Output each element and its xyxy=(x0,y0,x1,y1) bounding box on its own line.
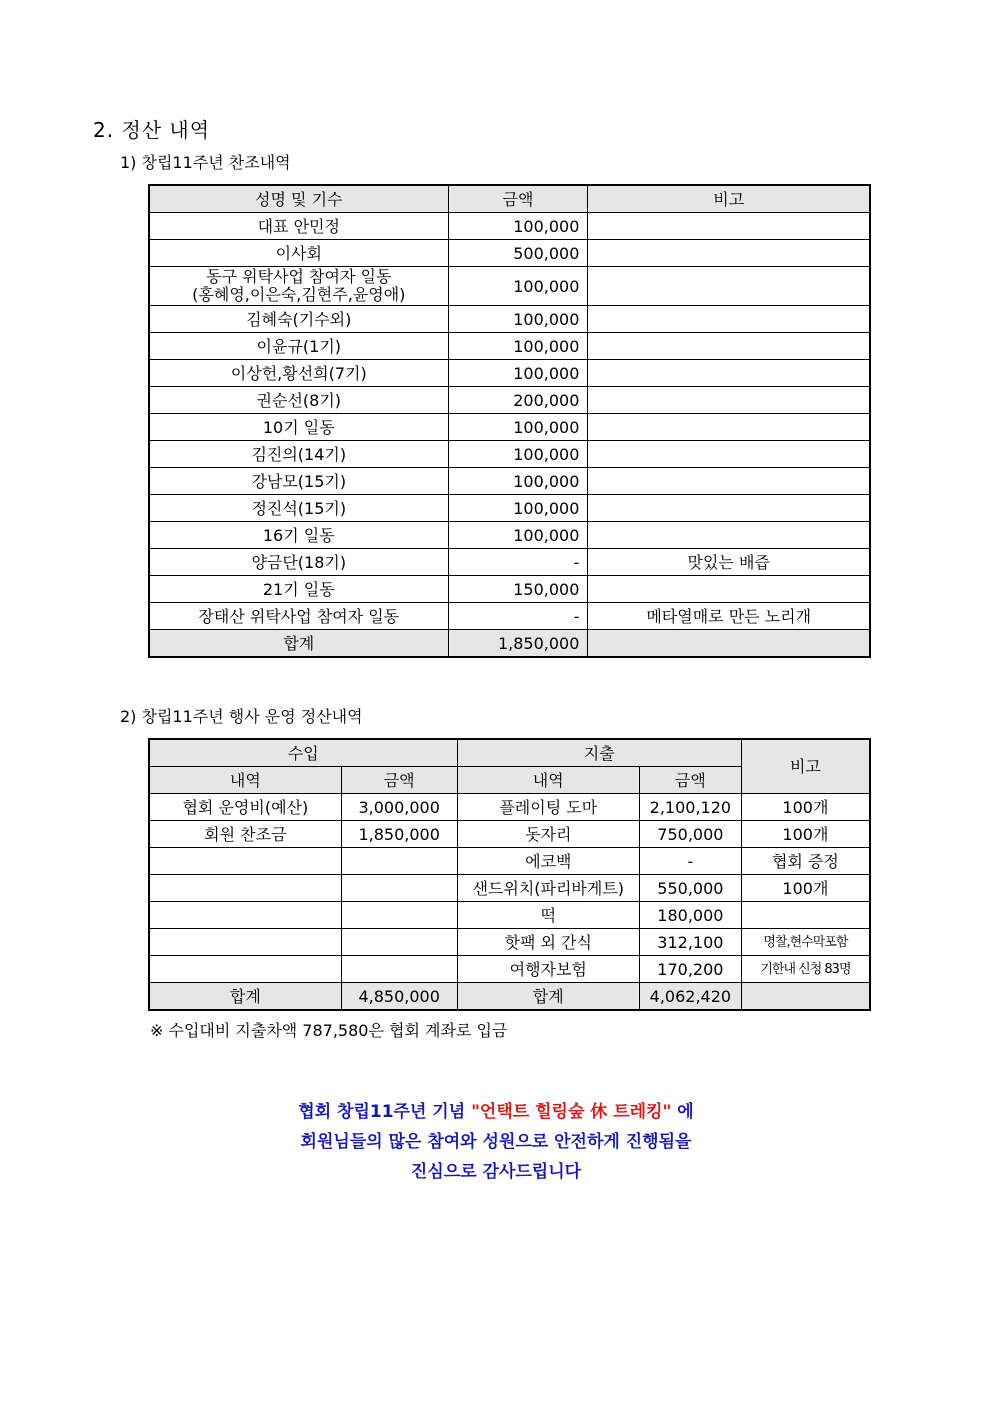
income-item: 회원 찬조금 xyxy=(149,821,341,848)
table-row xyxy=(149,875,870,902)
expense-item: 여행자보험 xyxy=(457,956,639,983)
note-cell xyxy=(588,468,870,495)
donor-name: 16기 일동 xyxy=(149,522,448,549)
note-cell xyxy=(588,414,870,441)
donor-name-cell xyxy=(149,267,448,306)
expense-item: 플레이팅 도마 xyxy=(457,794,639,821)
table-row xyxy=(149,495,870,522)
income-amount xyxy=(341,929,457,956)
note-cell: 맛있는 배즙 xyxy=(588,549,870,576)
note-cell: 명찰,현수막포함 xyxy=(741,929,870,956)
note-cell xyxy=(588,213,870,240)
thanks-line-2: 회원님들의 많은 참여와 성원으로 안전하게 진행됨을 xyxy=(300,1132,692,1152)
table-row xyxy=(149,267,870,306)
total-label: 합계 xyxy=(149,983,341,1011)
note-cell xyxy=(588,387,870,414)
note-cell: 협회 증정 xyxy=(741,848,870,875)
donor-name: 권순선(8기) xyxy=(149,387,448,414)
donor-name: 이윤규(1기) xyxy=(149,333,448,360)
amount-cell: 100,000 xyxy=(448,213,588,240)
table-row xyxy=(149,794,870,821)
note-cell xyxy=(588,267,870,306)
table-row xyxy=(149,821,870,848)
expense-item: 돗자리 xyxy=(457,821,639,848)
note-cell xyxy=(588,576,870,603)
column-header: 비고 xyxy=(588,185,870,213)
expense-amount: 750,000 xyxy=(639,821,741,848)
table-row xyxy=(149,522,870,549)
table-row xyxy=(149,306,870,333)
expense-item: 샌드위치(파리바게트) xyxy=(457,875,639,902)
note-cell xyxy=(741,902,870,929)
amount-cell: 100,000 xyxy=(448,267,588,306)
settlement-table xyxy=(148,738,871,1011)
donor-name: 21기 일동 xyxy=(149,576,448,603)
income-item xyxy=(149,848,341,875)
donor-name: 장태산 위탁사업 참여자 일동 xyxy=(149,603,448,630)
amount-cell: 150,000 xyxy=(448,576,588,603)
table-row xyxy=(149,441,870,468)
note-cell: 100개 xyxy=(741,875,870,902)
donor-name: 김혜숙(기수외) xyxy=(149,306,448,333)
column-header: 금액 xyxy=(639,767,741,794)
total-row xyxy=(149,630,870,658)
amount-cell: 100,000 xyxy=(448,360,588,387)
donor-name: 대표 안민정 xyxy=(149,213,448,240)
income-item xyxy=(149,902,341,929)
note-cell: 기한내 신청 83명 xyxy=(741,956,870,983)
event-name: "언택트 힐링숲 休 트레킹" xyxy=(471,1102,672,1122)
income-amount xyxy=(341,956,457,983)
column-header: 금액 xyxy=(448,185,588,213)
note-cell: 100개 xyxy=(741,821,870,848)
table-row xyxy=(149,929,870,956)
note-cell xyxy=(741,983,870,1011)
expense-amount: - xyxy=(639,848,741,875)
income-item: 협회 운영비(예산) xyxy=(149,794,341,821)
amount-cell: - xyxy=(448,549,588,576)
amount-cell: 100,000 xyxy=(448,468,588,495)
note-cell xyxy=(588,360,870,387)
note-cell xyxy=(588,522,870,549)
total-amount: 4,062,420 xyxy=(639,983,741,1011)
subsection-title-settlement: 2) 창립11주년 행사 운영 정산내역 xyxy=(120,707,363,726)
donor-name: 동구 위탁사업 참여자 일동 xyxy=(206,267,392,286)
amount-cell: 100,000 xyxy=(448,333,588,360)
table-row xyxy=(149,414,870,441)
column-header: 성명 및 기수 xyxy=(149,185,448,213)
expense-item: 에코백 xyxy=(457,848,639,875)
expense-amount: 2,100,120 xyxy=(639,794,741,821)
note-cell xyxy=(588,333,870,360)
amount-cell: - xyxy=(448,603,588,630)
amount-cell: 200,000 xyxy=(448,387,588,414)
note-cell xyxy=(588,630,870,658)
table-row xyxy=(149,240,870,267)
expense-group-header: 지출 xyxy=(457,739,741,767)
thanks-line-3: 진심으로 감사드립니다 xyxy=(410,1162,582,1182)
donations-table xyxy=(148,184,871,658)
table-row xyxy=(149,387,870,414)
income-amount xyxy=(341,875,457,902)
note-cell xyxy=(588,240,870,267)
note-cell: 메타열매로 만든 노리개 xyxy=(588,603,870,630)
section-title: 2. 정산 내역 xyxy=(93,118,211,142)
total-label: 합계 xyxy=(149,630,448,658)
table-row xyxy=(149,576,870,603)
amount-cell: 100,000 xyxy=(448,306,588,333)
thanks-text: 에 xyxy=(671,1102,694,1122)
income-group-header: 수입 xyxy=(149,739,457,767)
income-item xyxy=(149,956,341,983)
column-header: 내역 xyxy=(149,767,341,794)
amount-cell: 100,000 xyxy=(448,522,588,549)
note-header: 비고 xyxy=(741,739,870,794)
table-row xyxy=(149,333,870,360)
income-amount xyxy=(341,902,457,929)
table-row xyxy=(149,549,870,576)
donor-name: 이상헌,황선희(7기) xyxy=(149,360,448,387)
amount-cell: 500,000 xyxy=(448,240,588,267)
expense-amount: 550,000 xyxy=(639,875,741,902)
income-amount: 3,000,000 xyxy=(341,794,457,821)
note-cell xyxy=(588,441,870,468)
note-cell: 100개 xyxy=(741,794,870,821)
income-amount: 1,850,000 xyxy=(341,821,457,848)
amount-cell: 100,000 xyxy=(448,495,588,522)
table-row xyxy=(149,848,870,875)
total-amount: 1,850,000 xyxy=(448,630,588,658)
table-row xyxy=(149,902,870,929)
amount-cell: 100,000 xyxy=(448,441,588,468)
amount-cell: 100,000 xyxy=(448,414,588,441)
thanks-text: 협회 창립11주년 기념 xyxy=(298,1102,472,1122)
note-cell xyxy=(588,306,870,333)
table-header-row xyxy=(149,185,870,213)
note-cell xyxy=(588,495,870,522)
income-item xyxy=(149,875,341,902)
thanks-line-1 xyxy=(0,1097,992,1122)
expense-item: 핫팩 외 간식 xyxy=(457,929,639,956)
table-row xyxy=(149,213,870,240)
expense-amount: 180,000 xyxy=(639,902,741,929)
table-row xyxy=(149,603,870,630)
table-row xyxy=(149,956,870,983)
expense-amount: 312,100 xyxy=(639,929,741,956)
balance-note: ※ 수입대비 지출차액 787,580은 협회 계좌로 입금 xyxy=(150,1021,508,1040)
total-label: 합계 xyxy=(457,983,639,1011)
table-row xyxy=(149,468,870,495)
total-row xyxy=(149,983,870,1011)
income-item xyxy=(149,929,341,956)
donor-name: 강남모(15기) xyxy=(149,468,448,495)
donor-name: 이사회 xyxy=(149,240,448,267)
expense-amount: 170,200 xyxy=(639,956,741,983)
donor-name: 양금단(18기) xyxy=(149,549,448,576)
column-header: 내역 xyxy=(457,767,639,794)
donor-name: 김진의(14기) xyxy=(149,441,448,468)
table-group-header-row xyxy=(149,739,870,767)
donor-name: 정진석(15기) xyxy=(149,495,448,522)
column-header: 금액 xyxy=(341,767,457,794)
table-row xyxy=(149,360,870,387)
expense-item: 떡 xyxy=(457,902,639,929)
total-amount: 4,850,000 xyxy=(341,983,457,1011)
donor-members: (홍혜영,이은숙,김현주,윤영애) xyxy=(192,285,406,304)
subsection-title-donations: 1) 창립11주년 찬조내역 xyxy=(120,153,291,172)
income-amount xyxy=(341,848,457,875)
donor-name: 10기 일동 xyxy=(149,414,448,441)
